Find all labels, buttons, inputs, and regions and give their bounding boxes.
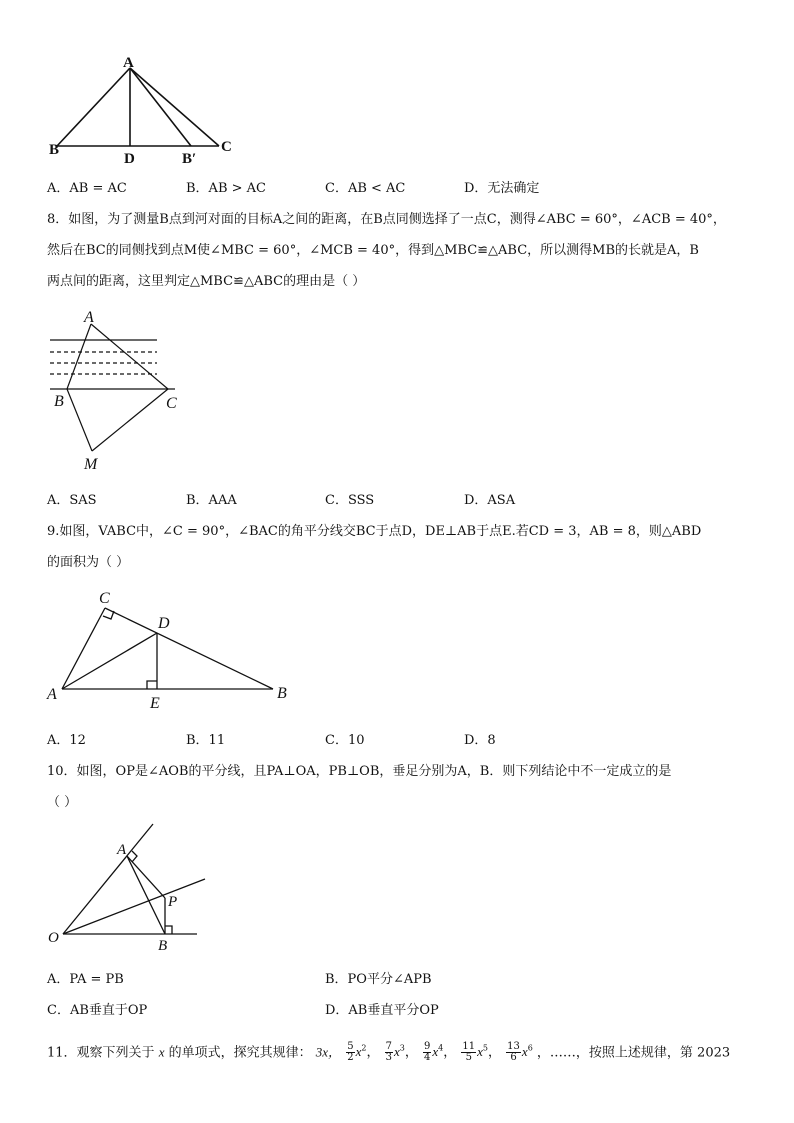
q11-term-1: 3x， <box>315 1044 342 1060</box>
q9-label-a: A <box>47 686 57 703</box>
q7-figure <box>45 52 245 167</box>
q10-line-1: 10．如图，OP是∠AOB的平分线，且PA⊥OA，PB⊥OB，垂足分别为A，B．则下列结论中不一定成立的是 <box>47 764 672 779</box>
q10-label-a: A <box>117 842 127 858</box>
q8-label-c: C <box>166 395 177 412</box>
q10-label-b: B <box>158 938 168 954</box>
q9-line-1: 9.如图，VABC中，∠C = 90°，∠BAC的角平分线交BC于点D，DE⊥AB于点E.若CD = 3，AB = 8，则△ABD <box>47 524 702 539</box>
q9-label-c: C <box>99 590 110 607</box>
q8-option-d[interactable]: D．ASA <box>464 493 516 508</box>
q9-option-c[interactable]: C．10 <box>325 733 365 748</box>
q8-line-3: 两点间的距离，这里判定△MBC≌△ABC的理由是（ ） <box>47 274 366 289</box>
q9-option-a[interactable]: A．12 <box>47 733 86 748</box>
q7-option-d[interactable]: D．无法确定 <box>464 181 540 196</box>
q11-suffix: ，……，按照上述规律，第 2023 <box>536 1045 731 1061</box>
q7-label-a: A <box>123 55 134 71</box>
q10-line-2: （ ） <box>47 795 78 810</box>
q11-line-1 <box>47 1036 730 1066</box>
q11-term-2: $\frac{5}{2}$ $x^2$， <box>347 1041 380 1064</box>
q8-option-b[interactable]: B．AAA <box>186 493 237 508</box>
q10-option-a[interactable]: A．PA = PB <box>47 972 124 987</box>
q11-var: x <box>158 1044 165 1060</box>
q10-figure <box>45 818 210 958</box>
q10-option-b[interactable]: B．PO平分∠APB <box>325 972 432 987</box>
q7-option-b[interactable]: B．AB > AC <box>186 181 266 196</box>
q9-label-b: B <box>277 685 287 702</box>
q8-line-2: 然后在BC的同侧找到点M使∠MBC = 60°，∠MCB = 40°，得到△MBC≌△ABC，所以测得MB的长就是A，B <box>47 243 699 258</box>
q11-prefix: 11．观察下列关于 <box>47 1045 155 1061</box>
q10-option-d[interactable]: D．AB垂直平分OP <box>325 1003 439 1018</box>
q9-option-b[interactable]: B．11 <box>186 733 226 748</box>
q8-label-b: B <box>54 393 64 410</box>
q7-label-b-prime: B′ <box>182 151 197 167</box>
q9-figure <box>45 586 300 711</box>
q8-option-a[interactable]: A．SAS <box>47 493 97 508</box>
q7-label-d: D <box>124 151 135 167</box>
q7-option-c[interactable]: C．AB < AC <box>325 181 406 196</box>
q8-label-a: A <box>84 309 94 326</box>
q8-option-c[interactable]: C．SSS <box>325 493 375 508</box>
q9-label-e: E <box>150 695 160 711</box>
q7-label-b: B <box>49 142 60 158</box>
q7-label-c: C <box>221 139 232 155</box>
q8-line-1: 8．如图，为了测量B点到河对面的目标A之间的距离，在B点同侧选择了一点C，测得∠ABC = 60°，∠ACB = 40°， <box>47 212 726 227</box>
q8-label-m: M <box>84 456 98 473</box>
q11-term-5: $\frac{11}{5}$ $x^5$， <box>462 1041 502 1064</box>
q11-term-3: $\frac{7}{3}$ $x^3$， <box>385 1041 418 1064</box>
q11-mid: 的单项式，探究其规律： <box>168 1045 312 1061</box>
q8-figure <box>45 305 190 475</box>
q9-option-d[interactable]: D．8 <box>464 733 496 748</box>
q11-term-6: $\frac{13}{6}$ $x^6$ <box>507 1041 533 1064</box>
q11-term-4: $\frac{9}{4}$ $x^4$， <box>424 1041 457 1064</box>
q10-option-c[interactable]: C．AB垂直于OP <box>47 1003 148 1018</box>
q9-label-d: D <box>158 615 170 632</box>
q7-option-a[interactable]: A．AB = AC <box>47 181 127 196</box>
q9-line-2: 的面积为（ ） <box>47 555 130 570</box>
q10-label-p: P <box>168 894 178 910</box>
q10-label-o: O <box>48 930 59 946</box>
